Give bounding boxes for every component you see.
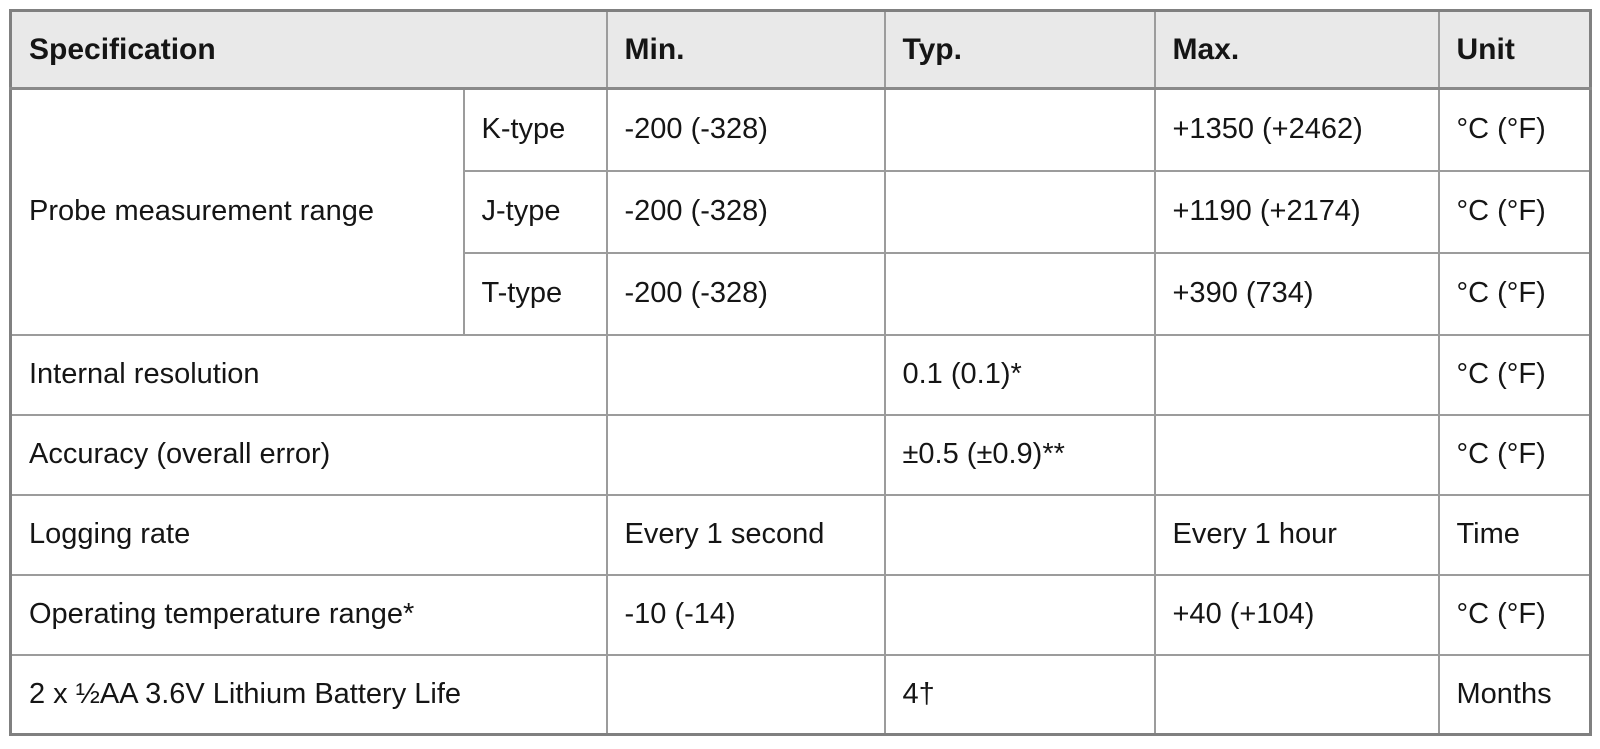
probe-group-label: Probe measurement range	[11, 89, 464, 335]
table-row-logging-rate	[11, 495, 1591, 575]
cell-t-typ	[885, 253, 1155, 335]
probe-type-t: T-type	[464, 253, 607, 335]
table-row-accuracy	[11, 415, 1591, 495]
cell-battery-life-min	[607, 655, 885, 735]
header-row	[11, 11, 1591, 89]
cell-t-unit: °C (°F)	[1439, 253, 1591, 335]
cell-t-max: +390 (734)	[1155, 253, 1439, 335]
cell-accuracy-max	[1155, 415, 1439, 495]
cell-accuracy-typ: ±0.5 (±0.9)**	[885, 415, 1155, 495]
probe-type-k: K-type	[464, 89, 607, 171]
cell-internal-resolution-max	[1155, 335, 1439, 415]
table-row-probe-k	[11, 89, 1591, 171]
col-header-min: Min.	[607, 11, 885, 89]
table-row-operating-temperature	[11, 575, 1591, 655]
cell-logging-rate-typ	[885, 495, 1155, 575]
cell-logging-rate-min: Every 1 second	[607, 495, 885, 575]
cell-j-max: +1190 (+2174)	[1155, 171, 1439, 253]
cell-t-min: -200 (-328)	[607, 253, 885, 335]
spec-label-logging-rate: Logging rate	[11, 495, 607, 575]
cell-operating-temperature-typ	[885, 575, 1155, 655]
spec-label-battery-life: 2 x ½AA 3.6V Lithium Battery Life	[11, 655, 607, 735]
cell-operating-temperature-max: +40 (+104)	[1155, 575, 1439, 655]
cell-k-typ	[885, 89, 1155, 171]
spec-label-operating-temperature: Operating temperature range*	[11, 575, 607, 655]
spec-label-internal-resolution: Internal resolution	[11, 335, 607, 415]
spec-label-accuracy: Accuracy (overall error)	[11, 415, 607, 495]
cell-accuracy-min	[607, 415, 885, 495]
cell-k-min: -200 (-328)	[607, 89, 885, 171]
cell-j-typ	[885, 171, 1155, 253]
table-row-battery-life	[11, 655, 1591, 735]
col-header-unit: Unit	[1439, 11, 1591, 89]
cell-battery-life-max	[1155, 655, 1439, 735]
table-row-internal-resolution	[11, 335, 1591, 415]
cell-logging-rate-max: Every 1 hour	[1155, 495, 1439, 575]
cell-j-unit: °C (°F)	[1439, 171, 1591, 253]
cell-operating-temperature-unit: °C (°F)	[1439, 575, 1591, 655]
probe-type-j: J-type	[464, 171, 607, 253]
cell-internal-resolution-unit: °C (°F)	[1439, 335, 1591, 415]
cell-operating-temperature-min: -10 (-14)	[607, 575, 885, 655]
cell-accuracy-unit: °C (°F)	[1439, 415, 1591, 495]
cell-internal-resolution-typ: 0.1 (0.1)*	[885, 335, 1155, 415]
cell-k-max: +1350 (+2462)	[1155, 89, 1439, 171]
cell-k-unit: °C (°F)	[1439, 89, 1591, 171]
cell-battery-life-typ: 4†	[885, 655, 1155, 735]
col-header-specification: Specification	[11, 11, 607, 89]
col-header-typ: Typ.	[885, 11, 1155, 89]
cell-logging-rate-unit: Time	[1439, 495, 1591, 575]
specification-table	[9, 9, 1592, 736]
cell-internal-resolution-min	[607, 335, 885, 415]
cell-j-min: -200 (-328)	[607, 171, 885, 253]
col-header-max: Max.	[1155, 11, 1439, 89]
cell-battery-life-unit: Months	[1439, 655, 1591, 735]
